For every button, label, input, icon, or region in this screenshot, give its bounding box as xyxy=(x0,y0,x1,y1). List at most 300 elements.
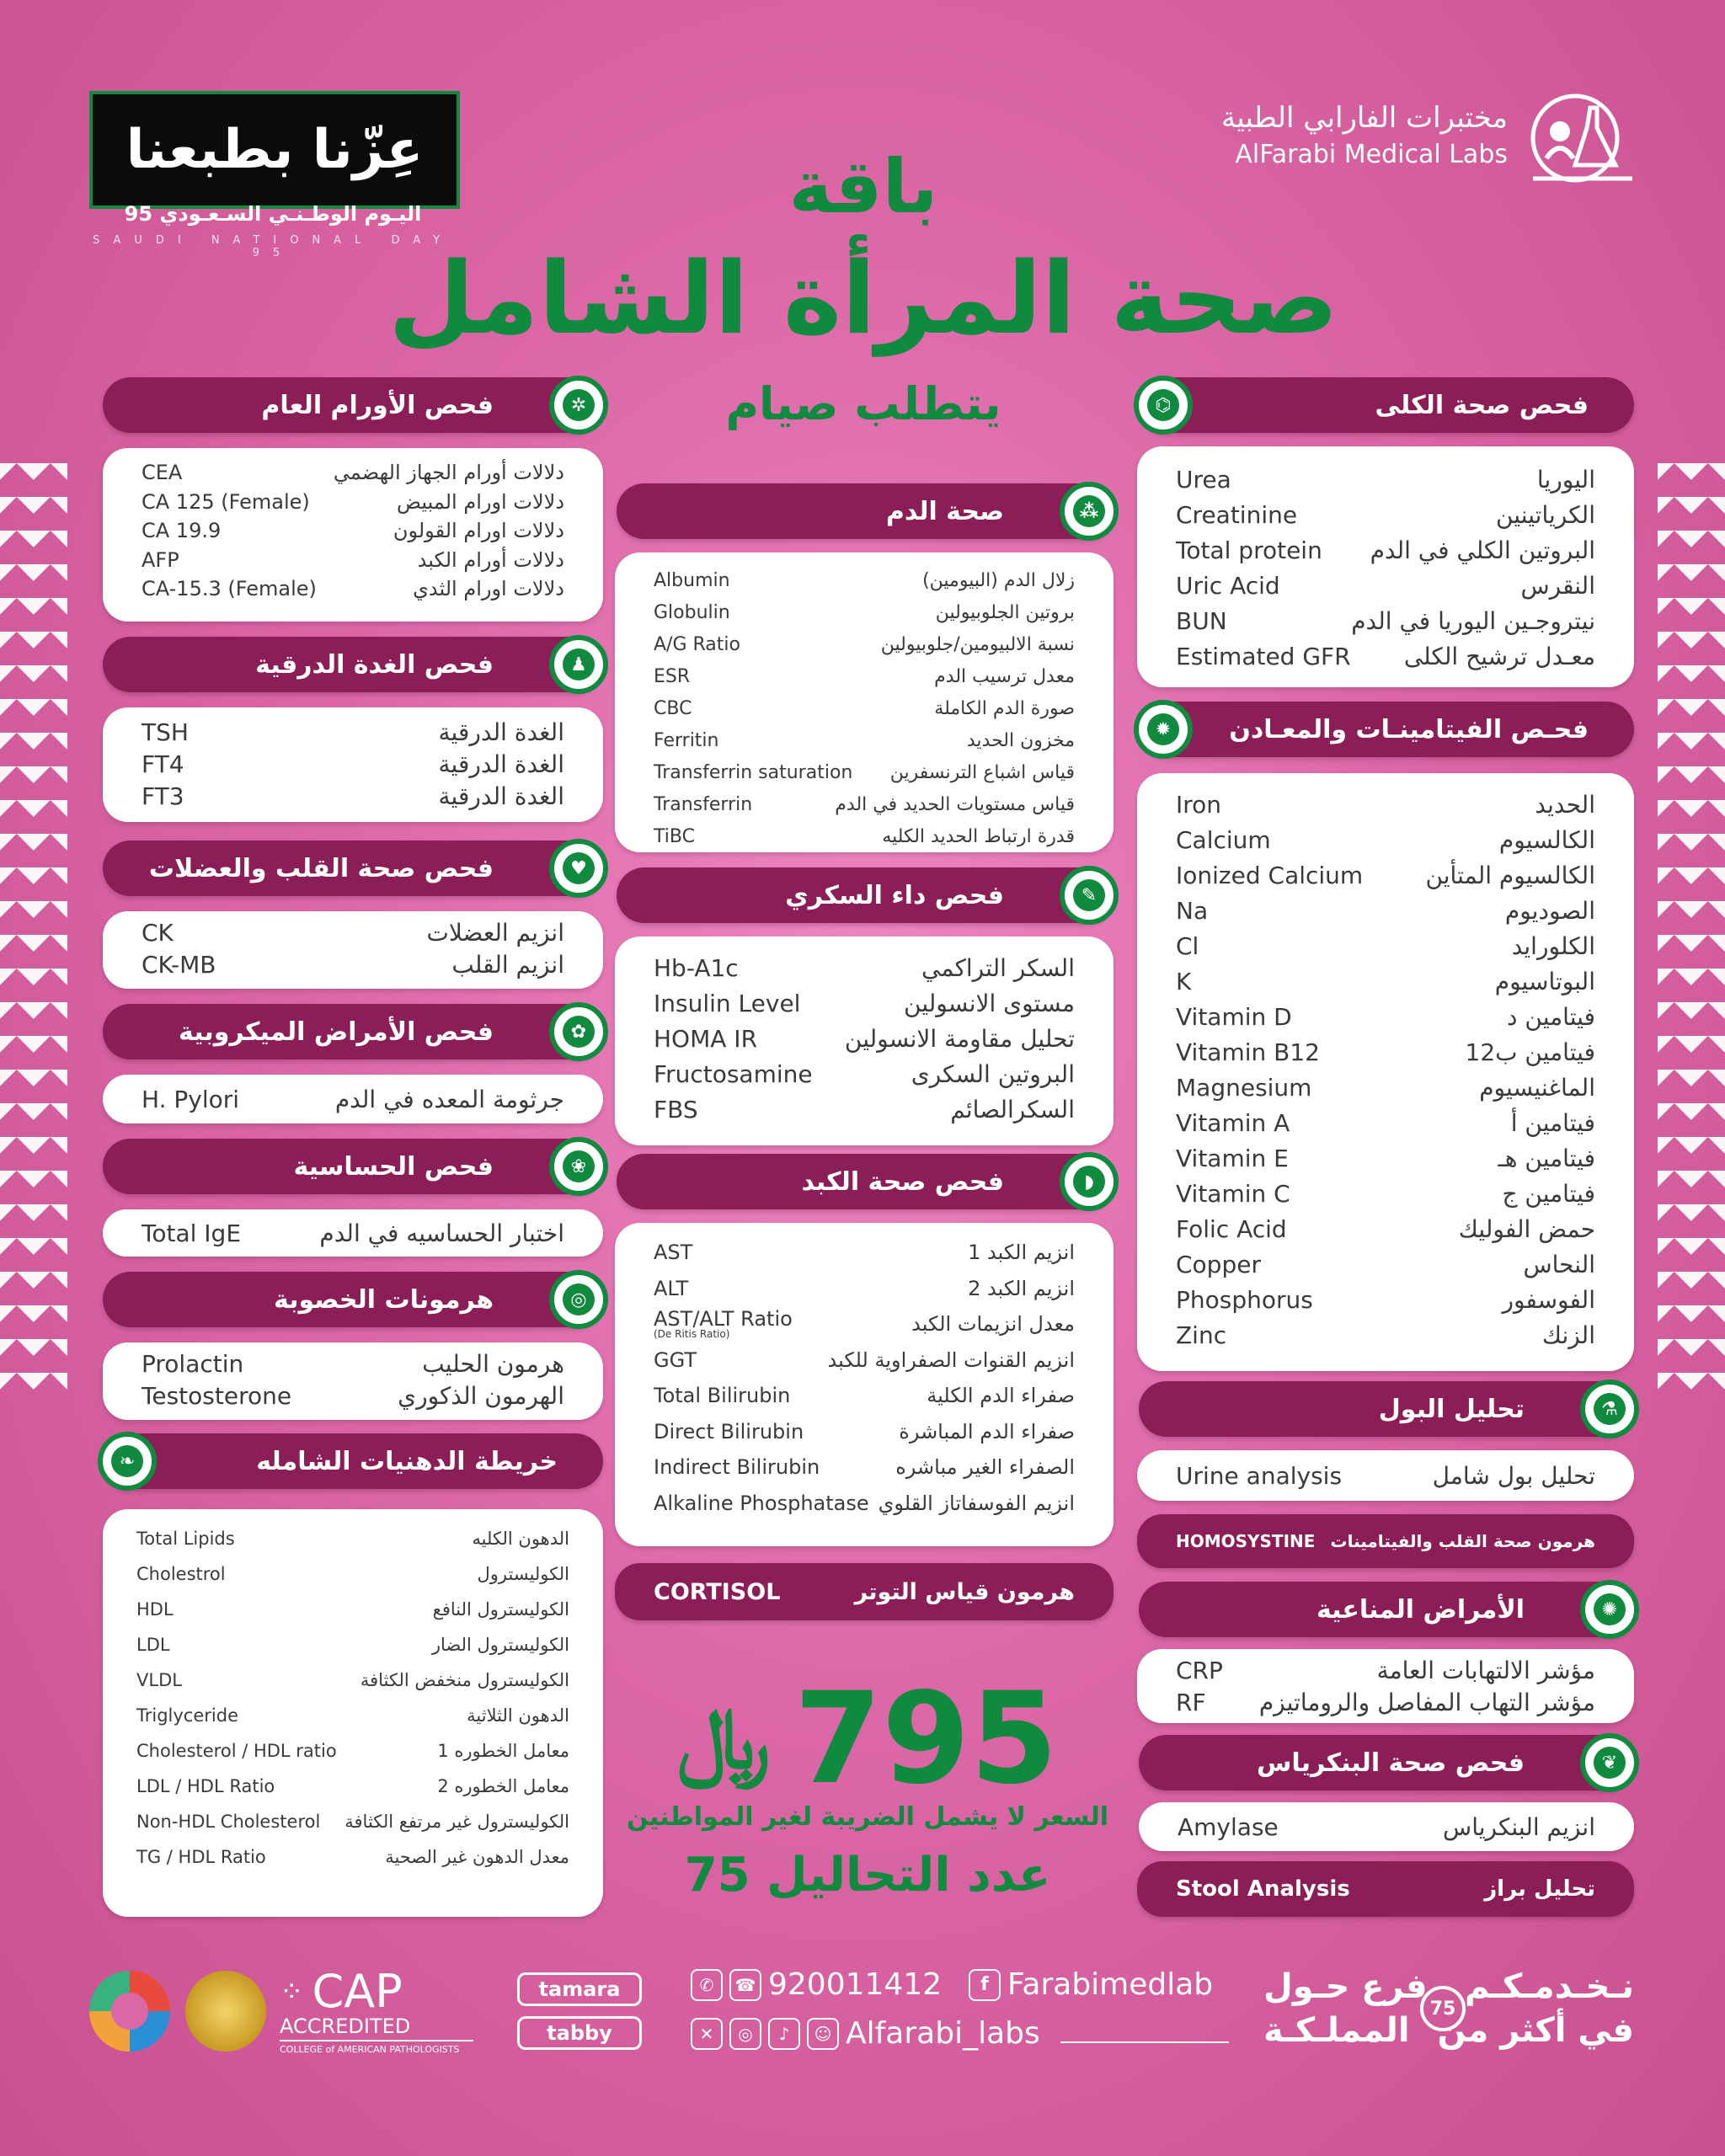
liver-header-label: فحص صحة الكبد xyxy=(801,1166,1004,1197)
test-code: Vitamin E xyxy=(1176,1144,1289,1172)
list-item xyxy=(142,748,564,780)
test-name: معامل الخطوره 1 xyxy=(437,1741,569,1761)
test-code: HDL xyxy=(136,1599,174,1620)
whatsapp-icon: ✆ xyxy=(691,1969,723,2001)
test-name: صفراء الدم الكلية xyxy=(927,1384,1075,1408)
test-code: Direct Bilirubin xyxy=(654,1419,804,1444)
list-item xyxy=(1176,1654,1595,1686)
liver-icon: ◗ xyxy=(1060,1152,1119,1211)
cap-sub: ACCREDITED xyxy=(280,2015,473,2041)
urine-ar: تحليل بول شامل xyxy=(1432,1461,1595,1490)
test-name: الكرياتينين xyxy=(1495,500,1595,529)
test-name: الكوليسترول الضار xyxy=(431,1635,569,1655)
list-item xyxy=(654,660,1075,692)
test-name: الكلورايد xyxy=(1511,931,1595,960)
list-item xyxy=(654,724,1075,756)
social-handle[interactable]: Alfarabi_labs xyxy=(846,2016,1040,2051)
branches-right1: فرع حـول xyxy=(1263,1967,1428,2006)
test-code: FT4 xyxy=(142,750,184,778)
national-day-logo xyxy=(89,91,460,209)
list-item xyxy=(142,780,564,812)
test-name: فيتامين أ xyxy=(1510,1108,1595,1137)
list-item xyxy=(654,820,1075,852)
test-name: معدل ترسيب الدم xyxy=(934,665,1075,687)
test-name: نيتروجـين اليوريا في الدم xyxy=(1351,606,1595,635)
list-item xyxy=(1176,893,1595,928)
list-item xyxy=(136,1733,569,1769)
list-item xyxy=(136,1804,569,1839)
x-icon: ✕ xyxy=(691,2018,723,2050)
vitamins-header xyxy=(1139,702,1634,757)
pancreas-row xyxy=(1139,1802,1634,1851)
immune-header-label: الأمراض المناعية xyxy=(1316,1594,1525,1625)
test-code: RF xyxy=(1176,1688,1206,1716)
branches-line1: نـخـدمـكـم xyxy=(1464,1967,1634,2006)
list-item xyxy=(654,1306,1075,1342)
test-name: انزيم الكبد 1 xyxy=(968,1241,1075,1265)
branches-line2: في أكثر من xyxy=(1437,2011,1634,2050)
list-item xyxy=(1176,568,1595,603)
homocystine-row xyxy=(1137,1514,1634,1568)
test-name: الصفراء الغير مباشره xyxy=(895,1455,1075,1480)
tabby-logo: tabby xyxy=(517,2016,642,2050)
test-name: البروتين السكرى xyxy=(911,1059,1075,1088)
test-name: الكالسيوم المتأين xyxy=(1425,861,1595,889)
test-code: GGT xyxy=(654,1348,697,1372)
facebook-row[interactable] xyxy=(969,1967,1213,2002)
test-code: Vitamin B12 xyxy=(1176,1038,1320,1066)
test-code: Calcium xyxy=(1176,825,1271,854)
test-name: بروتين الجلوبيولين xyxy=(935,601,1075,623)
list-item xyxy=(1176,1246,1595,1282)
test-name: معدل الدهون غير الصحية xyxy=(385,1847,569,1867)
syringe-icon: ✎ xyxy=(1060,866,1119,925)
cortisol-row xyxy=(615,1563,1114,1620)
pancreas-header xyxy=(1139,1735,1634,1790)
test-name: معدل انزيمات الكبد xyxy=(911,1312,1075,1337)
pills-icon: ✹ xyxy=(1134,700,1193,759)
test-code: Total Lipids xyxy=(136,1529,235,1549)
test-name: مؤشر الالتهابات العامة xyxy=(1376,1656,1595,1684)
test-code: CBC xyxy=(654,697,692,719)
test-code: Urea xyxy=(1176,465,1231,494)
immune-box xyxy=(1137,1649,1634,1723)
cap-org: COLLEGE of AMERICAN PATHOLOGISTS xyxy=(280,2044,460,2055)
test-code: Total protein xyxy=(1176,536,1322,564)
liver-header xyxy=(617,1154,1114,1209)
test-name: النحاس xyxy=(1523,1250,1595,1278)
phone-icon: ☎ xyxy=(729,1969,761,2001)
list-item xyxy=(142,574,564,604)
cortisol-en: CORTISOL xyxy=(654,1578,781,1605)
test-name: الحديد xyxy=(1535,790,1595,819)
list-item xyxy=(1176,822,1595,857)
facebook-handle[interactable]: Farabimedlab xyxy=(1007,1967,1214,2002)
test-name: الدهون الثلاثية xyxy=(467,1705,569,1726)
test-name: الغدة الدرقية xyxy=(438,782,564,810)
gold-seal-icon xyxy=(185,1971,266,2052)
pancreas-header-label: فحص صحة البنكرياس xyxy=(1257,1748,1525,1778)
pancreas-icon: ❦ xyxy=(1580,1733,1639,1792)
test-code: LDL xyxy=(136,1635,170,1655)
list-item xyxy=(1176,1686,1595,1718)
test-name: الفوسفور xyxy=(1502,1285,1595,1314)
list-item xyxy=(654,756,1075,788)
test-name: تحليل مقاومة الانسولين xyxy=(844,1024,1075,1053)
kidney-box xyxy=(1137,446,1634,687)
test-code: AFP xyxy=(142,547,179,572)
test-code: Copper xyxy=(1176,1250,1261,1278)
test-name: دلالات اورام الثدي xyxy=(413,577,564,601)
test-code: Cl xyxy=(1176,931,1199,960)
test-code: Estimated GFR xyxy=(1176,642,1351,670)
pancreas-ar: انزيم البنكرياس xyxy=(1443,1812,1595,1841)
kidney-header-label: فحص صحة الكلى xyxy=(1375,390,1589,420)
tumor-header-label: فحص الأورام العام xyxy=(261,390,494,420)
test-name: الكوليسترول xyxy=(477,1564,569,1584)
thyroid-header xyxy=(103,637,603,692)
fertility-box xyxy=(103,1342,603,1420)
micro-row xyxy=(103,1075,603,1123)
test-name: البروتين الكلي في الدم xyxy=(1370,536,1595,564)
stool-en: Stool Analysis xyxy=(1176,1876,1350,1902)
test-name: فيتامين د xyxy=(1507,1002,1595,1031)
test-code: CA 125 (Female) xyxy=(142,489,310,514)
test-name: صورة الدم الكاملة xyxy=(934,697,1075,719)
cortisol-ar: هرمون قياس التوتر xyxy=(854,1578,1075,1605)
test-code: CA 19.9 xyxy=(142,519,222,543)
test-name: الكوليسترول غير مرتفع الكثافة xyxy=(344,1812,569,1832)
test-name: نسبة الالبيومين/جلوبيولين xyxy=(880,633,1075,655)
national-day-line: اليـوم الوطـنـي السـعـودي 95 xyxy=(124,202,422,226)
currency-icon: ﷼ xyxy=(677,1689,771,1788)
list-item xyxy=(142,948,564,980)
list-item xyxy=(142,458,564,488)
tiktok-icon: ♪ xyxy=(768,2018,800,2050)
list-item xyxy=(1176,1034,1595,1070)
instagram-icon: ◎ xyxy=(729,2018,761,2050)
test-code: Zinc xyxy=(1176,1321,1227,1349)
test-name: النقرس xyxy=(1520,571,1595,600)
branches-right2: المملـكـة xyxy=(1263,2011,1410,2050)
cap-accredited xyxy=(280,1965,473,2055)
list-item xyxy=(654,788,1075,820)
list-item xyxy=(654,628,1075,660)
cap-dots-icon: ⁘ xyxy=(280,1975,304,2009)
price-block xyxy=(677,1666,1058,1812)
homocystine-en: HOMOSYSTINE xyxy=(1176,1531,1316,1551)
test-name: انزيم الفوسفاتاز القلوي xyxy=(878,1491,1075,1515)
test-code: Na xyxy=(1176,896,1209,925)
test-code: ESR xyxy=(654,665,691,687)
list-item xyxy=(1176,1140,1595,1176)
blood-header xyxy=(617,483,1114,539)
branches-block xyxy=(1263,1967,1634,2060)
list-item xyxy=(142,1380,564,1412)
list-item xyxy=(1176,497,1595,532)
test-name: الكالسيوم xyxy=(1498,825,1595,854)
list-item xyxy=(142,1348,564,1380)
list-item xyxy=(654,985,1075,1021)
list-item xyxy=(1176,638,1595,674)
lungs-icon: ❀ xyxy=(549,1137,608,1196)
title-line2: صحة المرأة الشامل xyxy=(388,240,1338,356)
micro-en: H. Pylori xyxy=(142,1085,240,1113)
list-item xyxy=(654,564,1075,596)
micro-ar: جرثومة المعده في الدم xyxy=(334,1085,564,1113)
test-code: Total Bilirubin xyxy=(654,1384,791,1408)
list-item xyxy=(1176,1070,1595,1105)
stool-ar: تحليل براز xyxy=(1484,1876,1595,1902)
fasting-note: يتطلب صيام xyxy=(725,377,1001,430)
microbe-icon: ✿ xyxy=(549,1002,608,1061)
test-code: Insulin Level xyxy=(654,989,801,1017)
test-code: AST/ALT Ratio xyxy=(654,1307,793,1331)
list-item xyxy=(654,1021,1075,1056)
test-code: Prolactin xyxy=(142,1349,244,1378)
thyroid-box xyxy=(103,707,603,822)
test-code: Indirect Bilirubin xyxy=(654,1455,820,1480)
test-name: انزيم الكبد 2 xyxy=(968,1276,1075,1300)
kidney-header xyxy=(1139,377,1634,433)
blood-box xyxy=(615,552,1114,852)
list-item xyxy=(1176,462,1595,497)
test-name: الكوليسترول منخفض الكثافة xyxy=(360,1670,569,1690)
list-item xyxy=(1176,857,1595,893)
snapchat-icon: ☺ xyxy=(807,2018,839,2050)
list-item xyxy=(142,546,564,575)
test-code: FBS xyxy=(654,1095,698,1123)
test-code: Vitamin C xyxy=(1176,1179,1290,1208)
test-name: السكرالصائم xyxy=(950,1095,1075,1123)
blood-header-label: صحة الدم xyxy=(885,496,1004,526)
micro-header xyxy=(103,1004,603,1059)
test-name: زلال الدم (البيومين) xyxy=(922,569,1075,591)
social-underline xyxy=(1060,2041,1229,2043)
list-item xyxy=(654,1056,1075,1091)
test-name: قدرة ارتباط الحديد الكليه xyxy=(882,825,1075,847)
lipids-header xyxy=(103,1433,603,1489)
brand-name-ar: مختبرات الفارابي الطبية xyxy=(1221,101,1508,135)
test-code: Creatinine xyxy=(1176,500,1298,529)
flask-icon: ⚗ xyxy=(1580,1380,1639,1438)
test-code: Cholesterol / HDL ratio xyxy=(136,1741,337,1761)
test-name: انزيم القلب xyxy=(451,950,564,979)
test-code: Iron xyxy=(1176,790,1222,819)
test-code: CA-15.3 (Female) xyxy=(142,577,317,601)
test-code: Cholestrol xyxy=(136,1564,226,1584)
brand-name-en: AlFarabi Medical Labs xyxy=(1235,140,1508,169)
title-line1: باقة xyxy=(788,143,938,230)
thyroid-icon: ♟ xyxy=(549,635,608,694)
list-item xyxy=(136,1521,569,1556)
test-code: TiBC xyxy=(654,825,695,847)
test-code: BUN xyxy=(1176,606,1227,635)
tumor-header xyxy=(103,377,603,433)
list-item xyxy=(1176,532,1595,568)
brand-logo-icon xyxy=(1525,91,1634,185)
list-item xyxy=(654,1378,1075,1414)
homocystine-ar: هرمون صحة القلب والفيتامينات xyxy=(1330,1531,1595,1551)
kidney-icon: ⌬ xyxy=(1134,376,1193,435)
test-code: ALT xyxy=(654,1276,689,1300)
vitamins-header-label: فحـص الفيتامينـات والمعـادن xyxy=(1229,714,1589,744)
list-item xyxy=(142,488,564,517)
test-code-note: (De Ritis Ratio) xyxy=(654,1328,730,1341)
diabetes-header xyxy=(617,867,1114,923)
cap-title: CAP xyxy=(312,1965,403,2018)
micro-header-label: فحص الأمراض الميكروبية xyxy=(179,1017,494,1047)
stool-row xyxy=(1137,1861,1634,1917)
test-name: قياس مستويات الحديد في الدم xyxy=(835,793,1075,815)
test-code: TG / HDL Ratio xyxy=(136,1847,266,1867)
list-item xyxy=(142,716,564,748)
test-code: Folic Acid xyxy=(1176,1214,1287,1243)
vitamins-box xyxy=(1137,773,1634,1371)
thyroid-header-label: فحص الغدة الدرقية xyxy=(255,649,494,680)
test-name: الماغنيسيوم xyxy=(1479,1073,1595,1102)
list-item xyxy=(654,692,1075,724)
price-amount: 795 xyxy=(793,1666,1058,1812)
list-item xyxy=(136,1662,569,1698)
test-code: Magnesium xyxy=(1176,1073,1312,1102)
accreditation-logo-1 xyxy=(89,1971,170,2052)
cell-icon: ✲ xyxy=(549,376,608,435)
test-code: Alkaline Phosphatase xyxy=(654,1491,869,1515)
test-name: انزيم القنوات الصفراوية للكبد xyxy=(827,1348,1075,1372)
list-item xyxy=(1176,787,1595,822)
list-item xyxy=(654,596,1075,628)
test-name: مستوى الانسولين xyxy=(904,989,1075,1017)
test-code: AST xyxy=(654,1241,693,1265)
test-name: مؤشر التهاب المفاصل والروماتيزم xyxy=(1258,1688,1595,1716)
test-code: Non-HDL Cholesterol xyxy=(136,1812,321,1832)
social-row[interactable] xyxy=(691,2016,1229,2051)
phone-row[interactable] xyxy=(691,1967,942,2002)
lipids-header-label: خريطة الدهنيات الشامله xyxy=(256,1446,558,1476)
list-item xyxy=(1176,1105,1595,1140)
urine-row xyxy=(1137,1450,1634,1501)
urine-header-label: تحليل البول xyxy=(1378,1394,1525,1424)
allergy-en: Total IgE xyxy=(142,1219,242,1247)
test-name: معـدل ترشيح الكلى xyxy=(1403,642,1595,670)
list-item xyxy=(654,1235,1075,1271)
test-code: VLDL xyxy=(136,1670,182,1690)
test-code: LDL / HDL Ratio xyxy=(136,1776,275,1796)
droplets-icon: ❧ xyxy=(98,1432,157,1491)
test-code: CK xyxy=(142,918,174,947)
test-name: هرمون الحليب xyxy=(422,1349,564,1378)
allergy-row xyxy=(103,1209,603,1257)
national-day-line-en: SAUDI NATIONAL DAY 95 xyxy=(92,234,454,259)
list-item xyxy=(136,1556,569,1592)
list-item xyxy=(654,1449,1075,1486)
test-name: البوتاسيوم xyxy=(1494,967,1595,995)
test-code: Transferrin saturation xyxy=(654,761,853,783)
branches-number: 75 xyxy=(1429,1998,1456,2020)
list-item xyxy=(1176,1176,1595,1211)
list-item xyxy=(136,1592,569,1627)
list-item xyxy=(142,916,564,948)
diabetes-box xyxy=(615,937,1114,1145)
list-item xyxy=(654,1414,1075,1450)
test-code: K xyxy=(1176,967,1192,995)
list-item xyxy=(136,1627,569,1662)
pancreas-en: Amylase xyxy=(1178,1812,1279,1841)
left-pattern xyxy=(0,463,67,1390)
test-code: Albumin xyxy=(654,569,730,591)
list-item xyxy=(136,1769,569,1804)
test-name: السكر التراكمي xyxy=(921,953,1075,982)
fertility-icon: ◎ xyxy=(549,1270,608,1329)
list-item xyxy=(654,1342,1075,1379)
test-code: Ferritin xyxy=(654,729,719,751)
heart-header-label: فحص صحة القلب والعضلات xyxy=(148,853,494,883)
test-code: Globulin xyxy=(654,601,730,623)
tests-count: عدد التحاليل 75 xyxy=(684,1848,1051,1903)
list-item xyxy=(142,516,564,546)
diabetes-header-label: فحص داء السكري xyxy=(785,880,1004,910)
test-code: CRP xyxy=(1176,1656,1223,1684)
test-name: الدهون الكليه xyxy=(472,1529,569,1549)
test-code: FT3 xyxy=(142,782,184,810)
list-item xyxy=(1176,1317,1595,1353)
test-code: Phosphorus xyxy=(1176,1285,1313,1314)
lipids-box xyxy=(103,1509,603,1917)
national-day-slogan: عِزّنا بطبعنا xyxy=(126,119,424,181)
allergy-header-label: فحص الحساسية xyxy=(293,1151,494,1182)
test-code: Vitamin A xyxy=(1176,1108,1290,1137)
list-item xyxy=(1176,928,1595,963)
phone-number[interactable]: 920011412 xyxy=(768,1967,943,2002)
test-code: Transferrin xyxy=(654,793,753,815)
test-name: دلالات أورام الكبد xyxy=(417,547,564,572)
heart-box xyxy=(103,911,603,989)
list-item xyxy=(1176,1211,1595,1246)
tumor-box xyxy=(103,448,603,622)
list-item xyxy=(1176,603,1595,638)
list-item xyxy=(654,950,1075,985)
list-item xyxy=(136,1839,569,1875)
urine-header xyxy=(1139,1381,1634,1437)
allergy-ar: اختبار الحساسيه في الدم xyxy=(319,1219,564,1247)
test-name: فيتامين هـ xyxy=(1498,1144,1595,1172)
list-item xyxy=(1176,1282,1595,1317)
blood-cells-icon: ⁂ xyxy=(1060,482,1119,541)
test-name: فيتامين ج xyxy=(1502,1179,1595,1208)
test-name: انزيم العضلات xyxy=(426,918,564,947)
test-code: Uric Acid xyxy=(1176,571,1280,600)
test-name: اليوريا xyxy=(1536,465,1595,494)
facebook-icon: f xyxy=(969,1969,1001,2001)
price-note: السعر لا يشمل الضريبة لغير المواطنين xyxy=(627,1802,1108,1832)
tamara-logo: tamara xyxy=(517,1972,642,2006)
test-code: Fructosamine xyxy=(654,1059,813,1088)
list-item xyxy=(654,1271,1075,1307)
test-code: Ionized Calcium xyxy=(1176,861,1364,889)
test-code: CK-MB xyxy=(142,950,216,979)
test-name: الغدة الدرقية xyxy=(438,750,564,778)
heart-icon: ♥ xyxy=(549,839,608,898)
urine-en: Urine analysis xyxy=(1176,1461,1343,1490)
test-code: Testosterone xyxy=(142,1381,292,1410)
right-pattern xyxy=(1658,463,1725,1390)
list-item xyxy=(654,1486,1075,1522)
virus-shield-icon: ✺ xyxy=(1580,1580,1639,1639)
fertility-header-label: هرمونات الخصوبة xyxy=(274,1284,494,1315)
test-code: Hb-A1c xyxy=(654,953,739,982)
test-name: الكوليسترول النافع xyxy=(432,1599,569,1620)
